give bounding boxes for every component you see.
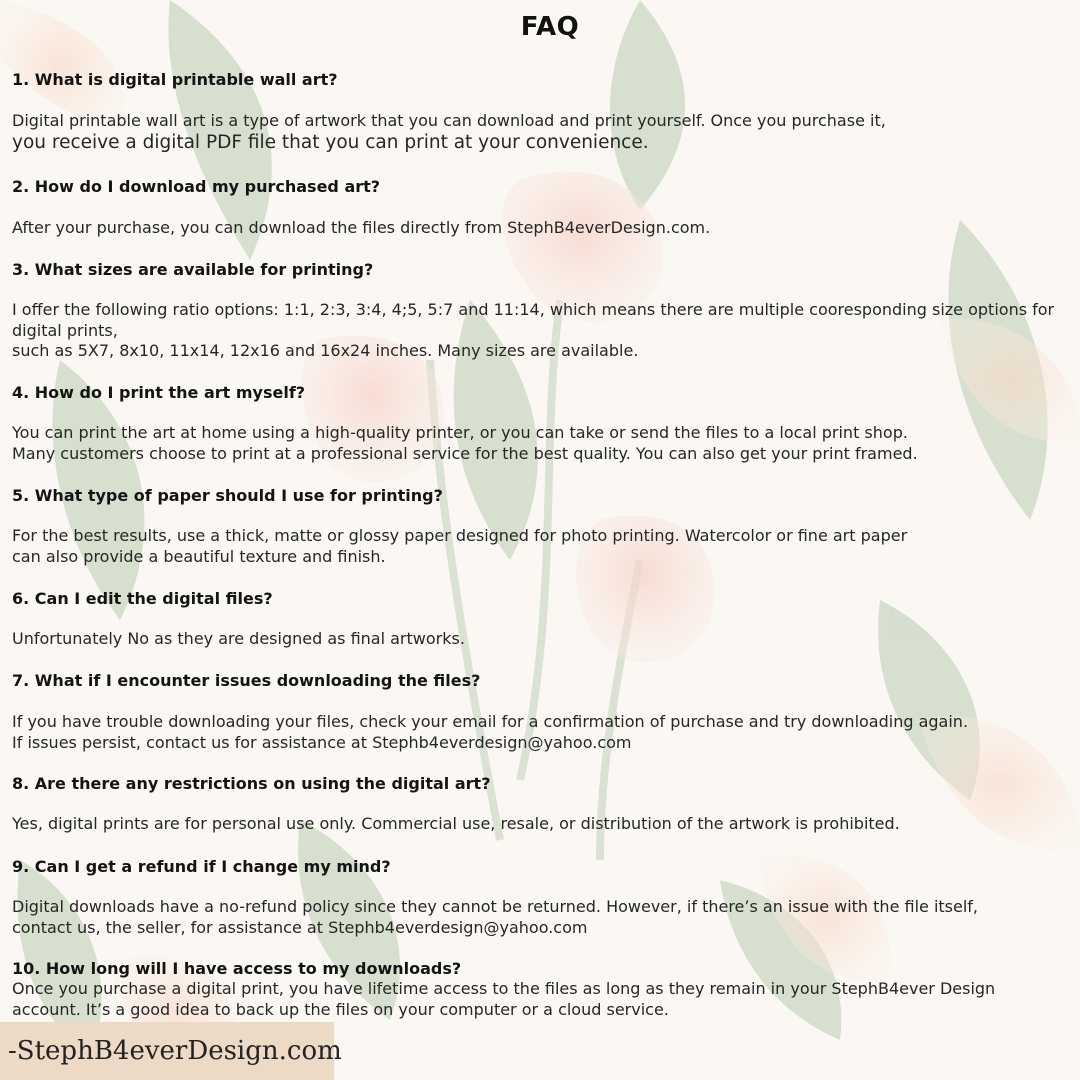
faq-question-8: 8. Are there any restrictions on using the digital art? bbox=[12, 774, 491, 793]
answer-line: such as 5X7, 8x10, 11x14, 12x16 and 16x24 inches. Many sizes are available. bbox=[12, 341, 639, 360]
brand-footer bbox=[0, 1022, 342, 1080]
faq-answer-3 bbox=[12, 300, 1070, 362]
answer-line: Many customers choose to print at a professional service for the best quality. You can also get your print framed. bbox=[12, 443, 918, 463]
faq-answer-6 bbox=[12, 629, 1070, 650]
answer-line: you receive a digital PDF file that you can print at your convenience. bbox=[12, 131, 649, 153]
faq-question-7: 7. What if I encounter issues downloading the files? bbox=[12, 671, 481, 690]
faq-answer-9 bbox=[12, 897, 1070, 938]
faq-answer-10 bbox=[12, 979, 1070, 1020]
faq-question-3: 3. What sizes are available for printing? bbox=[12, 260, 374, 279]
answer-line: can also provide a beautiful texture and finish. bbox=[12, 546, 386, 566]
faq-question-2: 2. How do I download my purchased art? bbox=[12, 177, 381, 196]
answer-line: Unfortunately No as they are designed as final artworks. bbox=[12, 629, 465, 648]
faq-question-6: 6. Can I edit the digital files? bbox=[12, 589, 273, 608]
faq-question-1: 1. What is digital printable wall art? bbox=[12, 70, 338, 89]
faq-answer-7 bbox=[12, 712, 1070, 753]
answer-line: If issues persist, contact us for assistance at Stephb4everdesign@yahoo.com bbox=[12, 732, 632, 752]
faq-answer-5 bbox=[12, 526, 1070, 567]
faq-question-5: 5. What type of paper should I use for printing? bbox=[12, 486, 443, 505]
answer-line: contact us, the seller, for assistance at Stephb4everdesign@yahoo.com bbox=[12, 917, 588, 937]
answer-line: I offer the following ratio options: 1:1, 2:3, 3:4, 4;5, 5:7 and 11:14, which means there are multiple cooresponding size options for digital prints, bbox=[12, 300, 1055, 340]
faq-answer-8 bbox=[12, 814, 1070, 835]
faq-question-9: 9. Can I get a refund if I change my mind? bbox=[12, 857, 391, 876]
faq-answer-1 bbox=[12, 111, 1070, 154]
answer-line: Yes, digital prints are for personal use only. Commercial use, resale, or distribution of the artwork is prohibited. bbox=[12, 814, 900, 833]
answer-line: Once you purchase a digital print, you have lifetime access to the files as long as they remain in your StephB4ever Design bbox=[12, 979, 996, 998]
faq-answer-2 bbox=[12, 218, 1070, 239]
answer-line: Digital downloads have a no-refund policy since they cannot be returned. However, if there’s an issue with the file itself, bbox=[12, 897, 979, 916]
page-title: FAQ bbox=[520, 12, 580, 42]
faq-question-4: 4. How do I print the art myself? bbox=[12, 383, 306, 402]
faq-answer-4 bbox=[12, 423, 1070, 464]
faq-question-10: 10. How long will I have access to my downloads? bbox=[12, 959, 462, 978]
answer-line: After your purchase, you can download the files directly from StephB4everDesign.com. bbox=[12, 218, 711, 237]
answer-line: If you have trouble downloading your files, check your email for a confirmation of purchase and try downloading again. bbox=[12, 712, 969, 731]
answer-line: For the best results, use a thick, matte or glossy paper designed for photo printing. Watercolor or fine art paper bbox=[12, 526, 908, 545]
answer-line: account. It’s a good idea to back up the files on your computer or a cloud service. bbox=[12, 999, 669, 1019]
brand-name: -StephB4everDesign.com bbox=[8, 1036, 342, 1066]
answer-line: You can print the art at home using a high-quality printer, or you can take or send the files to a local print shop. bbox=[12, 423, 908, 442]
answer-line: Digital printable wall art is a type of artwork that you can download and print yourself. Once you purchase it, bbox=[12, 111, 886, 130]
